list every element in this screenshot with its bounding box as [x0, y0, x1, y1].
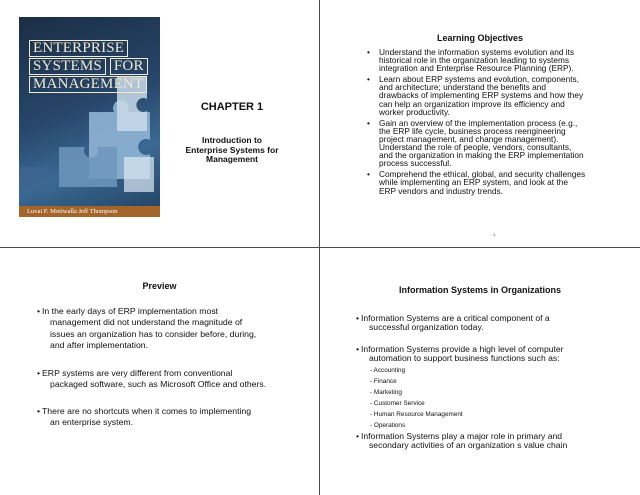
text-line: issues an organization has to consider before, during,: [50, 328, 257, 339]
text-line: historical role in the organization leading to systems: [379, 55, 570, 66]
slide-title: Learning Objectives: [436, 33, 524, 43]
text-line: can help an organization improve its efficiency and: [379, 98, 565, 109]
cover-title-line: ENTERPRISE: [29, 40, 128, 57]
text-line: drawbacks of implementing ERP systems and how they: [379, 90, 584, 101]
list-item: [356, 313, 631, 333]
chapter-heading: CHAPTER 1: [200, 101, 264, 113]
slide-preview: [0, 248, 319, 495]
bullet-icon: •: [356, 344, 360, 354]
cover-authors: Luvai F. Motiwalla Jeff Thompson: [19, 206, 160, 217]
bullet-icon: •: [356, 313, 360, 323]
book-cover-image: [19, 17, 160, 217]
business-functions-list: [370, 365, 463, 431]
list-item: - Marketing: [370, 389, 402, 396]
text-line: the ERP life cycle, business process reengineering: [379, 125, 566, 136]
text-line: integration and Enterprise Resource Planning (ERP).: [379, 63, 574, 74]
text-line: packaged software, such as Microsoft Office and others.: [50, 379, 267, 390]
text-line: ERP systems are very different from conventional: [42, 368, 233, 378]
slide-information-systems: [320, 248, 640, 495]
text-line: ERP vendors and industry trends.: [379, 185, 503, 196]
objectives-list: [367, 48, 639, 198]
text-line: Learn about ERP systems and evolution, components,: [379, 74, 580, 85]
slide-title: Preview: [142, 281, 177, 291]
text-line: Understand the role of people, vendors, consultants,: [379, 142, 572, 153]
text-line: Comprehend the ethical, global, and security challenges: [379, 169, 586, 180]
text-line: successful organization today.: [369, 322, 484, 333]
text-line: In the early days of ERP implementation most: [42, 306, 219, 316]
text-line: Understand the information systems evolution and its: [379, 47, 575, 57]
list-item: - Human Resource Management: [370, 411, 463, 418]
bullet-icon: •: [37, 406, 41, 416]
bullet-icon: •: [367, 74, 370, 85]
text-line: worker productivity.: [379, 106, 450, 117]
text-line: Information Systems play a major role in primary and: [361, 431, 563, 441]
bullet-icon: •: [367, 47, 370, 57]
list-item: [367, 170, 639, 194]
subtitle-line: Enterprise Systems for: [185, 144, 279, 155]
list-item: [37, 406, 302, 429]
list-item: [37, 368, 302, 391]
subtitle-line: Management: [206, 154, 258, 164]
text-line: automation to support business functions such as:: [369, 353, 560, 364]
text-line: and the organization in making the ERP implementation: [379, 150, 584, 161]
text-line: process successful.: [379, 158, 452, 169]
cover-title-line: MANAGEMENT: [29, 76, 147, 93]
list-item: - Accounting: [370, 367, 406, 374]
cover-title-line: SYSTEMS: [29, 58, 106, 75]
chapter-subtitle: [174, 136, 290, 165]
text-line: Information Systems are a critical component of a: [361, 313, 550, 323]
list-item: [367, 48, 639, 72]
list-item: - Operations: [370, 422, 406, 429]
text-line: Information Systems provide a high level of computer: [361, 344, 564, 354]
cover-title-line: FOR: [110, 58, 148, 75]
bullet-icon: •: [37, 306, 41, 316]
text-line: There are no shortcuts when it comes to implementing: [42, 406, 252, 416]
list-item: [37, 306, 302, 351]
list-item: [356, 431, 631, 451]
list-item: - Customer Service: [370, 400, 425, 407]
slide-learning-objectives: [320, 0, 640, 247]
list-item: [356, 344, 631, 364]
list-item: [367, 119, 639, 168]
list-item: [367, 75, 639, 115]
text-line: while implementing an ERP system, and look at the: [379, 177, 568, 188]
text-line: and after implementation.: [50, 339, 149, 350]
text-line: secondary activities of an organization s value chain: [369, 440, 568, 451]
slide-title: Information Systems in Organizations: [398, 285, 562, 295]
text-line: Gain an overview of the implementation process (e.g.,: [379, 117, 578, 128]
subtitle-line: Introduction to: [202, 135, 262, 145]
text-line: an enterprise system.: [50, 417, 134, 428]
cover-title: [29, 39, 160, 93]
slide-title: [0, 0, 319, 247]
bullet-icon: •: [356, 431, 360, 441]
text-line: project management, and change management).: [379, 133, 559, 144]
page-mark: 1: [493, 232, 496, 237]
text-line: and architecture; understand the benefits and: [379, 82, 546, 93]
text-line: management did not understand the magnitude of: [50, 317, 243, 328]
list-item: - Finance: [370, 378, 397, 385]
bullet-icon: •: [37, 368, 41, 378]
bullet-icon: •: [367, 169, 370, 180]
bullet-icon: •: [367, 117, 370, 128]
